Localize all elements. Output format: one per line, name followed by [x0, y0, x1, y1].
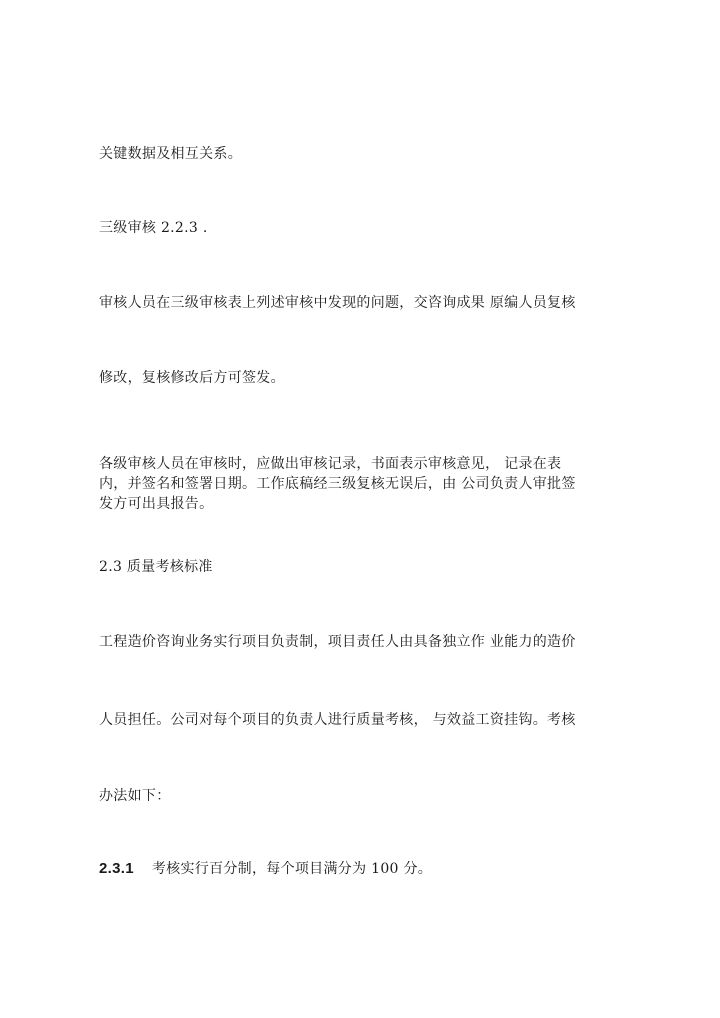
- paragraph-method-intro: 办法如下：: [99, 788, 171, 804]
- paragraph-quality-assessment: 人员担任。公司对每个项目的负责人进行质量考核， 与效益工资挂钩。考核: [99, 712, 576, 728]
- clause-2-3-1: [99, 859, 609, 879]
- paragraph-key-data: 关键数据及相互关系。: [99, 146, 242, 162]
- paragraph-line: 各级审核人员在审核时，应做出审核记录，书面表示审核意见， 记录在表: [99, 456, 562, 472]
- paragraph-review-revision: 修改，复核修改后方可签发。: [99, 370, 285, 386]
- paragraph-line: 发方可出具报告。: [99, 496, 214, 512]
- heading-three-level-review: 三级审核 2.2.3 .: [99, 220, 208, 236]
- paragraph-review-issues: 审核人员在三级审核表上列述审核中发现的问题，交咨询成果 原编人员复核: [99, 295, 576, 311]
- paragraph-review-records: [99, 454, 609, 514]
- paragraph-line: 内，并签名和签署日期。工作底稿经三级复核无误后，由 公司负责人审批签: [99, 476, 576, 492]
- paragraph-project-responsibility: 工程造价咨询业务实行项目负责制，项目责任人由具备独立作 业能力的造价: [99, 634, 576, 650]
- clause-number: 2.3.1: [99, 860, 134, 877]
- clause-text: 考核实行百分制，每个项目满分为 100 分。: [151, 861, 433, 877]
- heading-quality-standard: 2.3 质量考核标准: [99, 559, 213, 575]
